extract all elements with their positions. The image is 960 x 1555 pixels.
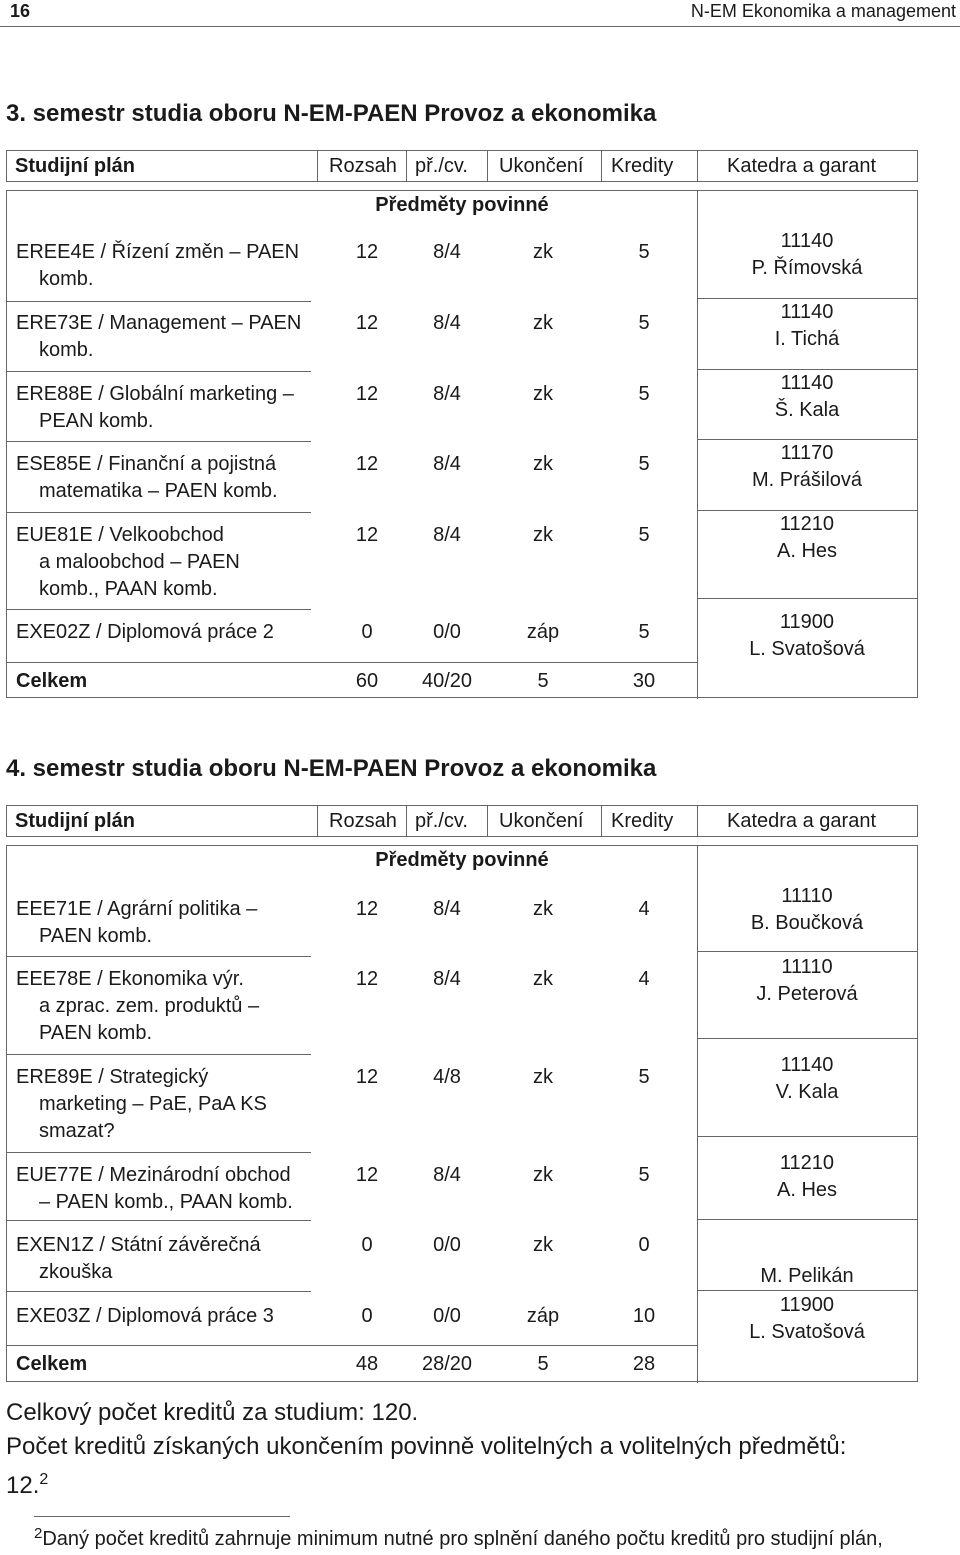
department-code: 11140 bbox=[780, 1054, 834, 1076]
cell-ukonceni: záp bbox=[526, 1305, 560, 1327]
cell-kredity: 5 bbox=[638, 383, 650, 405]
guarantor: B. Boučková bbox=[750, 912, 864, 934]
guarantor: L. Svatošová bbox=[749, 1321, 865, 1343]
cell-ukonceni: zk bbox=[533, 312, 553, 334]
total-ukonceni: 5 bbox=[537, 1353, 549, 1375]
total-credits-note: Celkový počet kreditů za studium: 120. bbox=[6, 1399, 419, 1426]
row-divider bbox=[7, 371, 311, 372]
department-code: 11170 bbox=[780, 442, 834, 464]
column-divider bbox=[487, 151, 488, 181]
cell-prcv: 8/4 bbox=[433, 1164, 461, 1186]
course-name: EEE78E / Ekonomika výr. bbox=[16, 968, 244, 990]
cell-rozsah: 12 bbox=[355, 898, 379, 920]
cell-prcv: 0/0 bbox=[433, 1305, 461, 1327]
cell-rozsah: 12 bbox=[355, 1066, 379, 1088]
cell-prcv: 4/8 bbox=[433, 1066, 461, 1088]
course-name: ERE89E / Strategický bbox=[16, 1066, 209, 1088]
total-rozsah: 60 bbox=[355, 670, 379, 692]
total-label: Celkem bbox=[16, 1353, 88, 1375]
guarantor: L. Svatošová bbox=[749, 638, 865, 660]
sem4-table bbox=[6, 845, 918, 1382]
guarantor: J. Peterová bbox=[756, 983, 858, 1005]
column-ukonceni: Ukončení bbox=[499, 810, 584, 832]
total-label: Celkem bbox=[16, 670, 88, 692]
cell-ukonceni: zk bbox=[533, 524, 553, 546]
cell-kredity: 0 bbox=[638, 1234, 650, 1256]
cell-rozsah: 12 bbox=[355, 1164, 379, 1186]
row-divider bbox=[697, 1038, 917, 1039]
cell-kredity: 5 bbox=[638, 621, 650, 643]
cell-rozsah: 12 bbox=[355, 453, 379, 475]
cell-ukonceni: zk bbox=[533, 898, 553, 920]
column-kredity: Kredity bbox=[611, 810, 674, 832]
row-divider bbox=[7, 609, 311, 610]
cell-prcv: 8/4 bbox=[433, 524, 461, 546]
column-divider bbox=[697, 151, 698, 181]
page-header bbox=[0, 0, 960, 27]
total-kredity: 30 bbox=[632, 670, 656, 692]
cell-prcv: 8/4 bbox=[433, 898, 461, 920]
total-rozsah: 48 bbox=[355, 1353, 379, 1375]
total-divider bbox=[7, 662, 697, 663]
column-katedra: Katedra a garant bbox=[727, 810, 876, 832]
course-name: EUE81E / Velkoobchod bbox=[16, 524, 224, 546]
department-code: 11140 bbox=[780, 230, 834, 252]
cell-rozsah: 12 bbox=[355, 383, 379, 405]
cell-kredity: 5 bbox=[638, 524, 650, 546]
cell-ukonceni: zk bbox=[533, 1164, 553, 1186]
column-divider bbox=[487, 806, 488, 836]
row-divider bbox=[7, 512, 311, 513]
course-name: komb., PAAN komb. bbox=[39, 578, 218, 600]
row-divider bbox=[7, 1152, 311, 1153]
guarantor: I. Tichá bbox=[774, 328, 840, 350]
course-name: marketing – PaE, PaA KS bbox=[39, 1093, 267, 1115]
footnote: $^2$Daný počet kreditů zahrnuje minimum nutné pro splnění daného počtu kreditů pro studijní plán, bbox=[34, 1525, 883, 1550]
department-code: 11110 bbox=[781, 956, 833, 978]
footnote-ref: 2 bbox=[39, 1471, 49, 1488]
course-name: a zprac. zem. produktů – bbox=[39, 995, 260, 1017]
course-name: a maloobchod – PAEN bbox=[39, 551, 240, 573]
cell-kredity: 5 bbox=[638, 1164, 650, 1186]
cell-kredity: 5 bbox=[638, 312, 650, 334]
elective-credits-value: 12.$^2$ bbox=[6, 1471, 49, 1499]
row-divider bbox=[697, 1290, 917, 1291]
course-name: EREE4E / Řízení změn – PAEN bbox=[16, 241, 300, 263]
row-divider bbox=[7, 1291, 311, 1292]
row-divider bbox=[697, 951, 917, 952]
cell-prcv: 8/4 bbox=[433, 453, 461, 475]
column-divider bbox=[601, 806, 602, 836]
row-divider bbox=[697, 1219, 917, 1220]
cell-prcv: 0/0 bbox=[433, 1234, 461, 1256]
course-name: EEE71E / Agrární politika – bbox=[16, 898, 258, 920]
cell-kredity: 5 bbox=[638, 453, 650, 475]
cell-ukonceni: zk bbox=[533, 968, 553, 990]
row-divider bbox=[7, 301, 311, 302]
column-plan: Studijní plán bbox=[15, 155, 135, 177]
cell-ukonceni: zk bbox=[533, 1066, 553, 1088]
department-code: 11140 bbox=[780, 301, 834, 323]
course-name: PAEN komb. bbox=[39, 925, 152, 947]
cell-prcv: 8/4 bbox=[433, 968, 461, 990]
row-divider bbox=[7, 441, 311, 442]
cell-rozsah: 0 bbox=[361, 1234, 373, 1256]
row-divider bbox=[697, 598, 917, 599]
cell-rozsah: 12 bbox=[355, 524, 379, 546]
row-divider bbox=[697, 1136, 917, 1137]
row-divider bbox=[7, 956, 311, 957]
course-name: matematika – PAEN komb. bbox=[39, 480, 278, 502]
column-divider bbox=[406, 151, 407, 181]
semester-4-title: 4. semestr studia oboru N-EM-PAEN Provoz a ekonomika bbox=[6, 755, 657, 782]
guarantor: M. Pelikán bbox=[760, 1265, 854, 1287]
page-number: 16 bbox=[10, 1, 31, 21]
cell-kredity: 5 bbox=[638, 1066, 650, 1088]
column-rozsah: Rozsah bbox=[329, 155, 397, 177]
department-code: 11210 bbox=[779, 513, 835, 535]
running-title: N-EM Ekonomika a management bbox=[690, 1, 956, 21]
course-name: komb. bbox=[39, 268, 94, 290]
course-name: EXE02Z / Diplomová práce 2 bbox=[16, 621, 274, 643]
column-prcv: př./cv. bbox=[415, 810, 468, 832]
column-prcv: př./cv. bbox=[415, 155, 468, 177]
row-divider bbox=[7, 1220, 311, 1221]
cell-kredity: 5 bbox=[638, 241, 650, 263]
total-prcv: 28/20 bbox=[421, 1353, 473, 1375]
cell-prcv: 8/4 bbox=[433, 312, 461, 334]
total-kredity: 28 bbox=[632, 1353, 656, 1375]
column-divider bbox=[317, 806, 318, 836]
cell-prcv: 8/4 bbox=[433, 241, 461, 263]
guarantor: A. Hes bbox=[776, 540, 838, 562]
course-name: ESE85E / Finanční a pojistná bbox=[16, 453, 277, 475]
cell-ukonceni: zk bbox=[533, 453, 553, 475]
department-code: 11900 bbox=[779, 1294, 835, 1316]
column-divider bbox=[406, 806, 407, 836]
sem4-column-header bbox=[6, 805, 918, 837]
total-prcv: 40/20 bbox=[421, 670, 473, 692]
cell-prcv: 8/4 bbox=[433, 383, 461, 405]
sem3-column-header bbox=[6, 150, 918, 182]
course-name: ERE73E / Management – PAEN bbox=[16, 312, 302, 334]
cell-rozsah: 0 bbox=[361, 1305, 373, 1327]
course-name: zkouška bbox=[39, 1261, 113, 1283]
cell-kredity: 10 bbox=[632, 1305, 656, 1327]
course-name: PEAN komb. bbox=[39, 410, 154, 432]
cell-rozsah: 0 bbox=[361, 621, 373, 643]
cell-kredity: 4 bbox=[638, 898, 650, 920]
cell-ukonceni: zk bbox=[533, 241, 553, 263]
section-title: Předměty povinné bbox=[375, 849, 549, 871]
cell-ukonceni: zk bbox=[533, 1234, 553, 1256]
column-rozsah: Rozsah bbox=[329, 810, 397, 832]
cell-prcv: 0/0 bbox=[433, 621, 461, 643]
course-name: EUE77E / Mezinárodní obchod bbox=[16, 1164, 291, 1186]
department-code: 11900 bbox=[779, 611, 835, 633]
cell-ukonceni: zk bbox=[533, 383, 553, 405]
column-katedra: Katedra a garant bbox=[727, 155, 876, 177]
column-plan: Studijní plán bbox=[15, 810, 135, 832]
guarantor: A. Hes bbox=[776, 1179, 838, 1201]
total-divider bbox=[7, 1345, 697, 1346]
course-name: EXEN1Z / Státní závěrečná bbox=[16, 1234, 261, 1256]
cell-ukonceni: záp bbox=[526, 621, 560, 643]
section-title: Předměty povinné bbox=[375, 194, 549, 216]
course-name: ERE88E / Globální marketing – bbox=[16, 383, 294, 405]
column-ukonceni: Ukončení bbox=[499, 155, 584, 177]
cell-kredity: 4 bbox=[638, 968, 650, 990]
row-divider bbox=[7, 1054, 311, 1055]
course-name: komb. bbox=[39, 339, 94, 361]
column-divider bbox=[601, 151, 602, 181]
cell-rozsah: 12 bbox=[355, 241, 379, 263]
course-name: – PAEN komb., PAAN komb. bbox=[39, 1191, 293, 1213]
cell-rozsah: 12 bbox=[355, 968, 379, 990]
course-name: smazat? bbox=[39, 1120, 115, 1142]
column-divider bbox=[697, 806, 698, 836]
column-kredity: Kredity bbox=[611, 155, 674, 177]
column-divider bbox=[317, 151, 318, 181]
cell-rozsah: 12 bbox=[355, 312, 379, 334]
semester-3-title: 3. semestr studia oboru N-EM-PAEN Provoz a ekonomika bbox=[6, 100, 657, 127]
footnote-divider bbox=[34, 1516, 290, 1517]
guarantor: P. Římovská bbox=[751, 257, 863, 279]
course-name: PAEN komb. bbox=[39, 1022, 152, 1044]
guarantor: M. Prášilová bbox=[751, 469, 863, 491]
guarantor: V. Kala bbox=[775, 1081, 839, 1103]
guarantor: Š. Kala bbox=[774, 399, 840, 421]
department-code: 11110 bbox=[781, 885, 833, 907]
total-ukonceni: 5 bbox=[537, 670, 549, 692]
course-name: EXE03Z / Diplomová práce 3 bbox=[16, 1305, 274, 1327]
sem3-table bbox=[6, 190, 918, 698]
elective-credits-note: Počet kreditů získaných ukončením povinně volitelných a volitelných předmětů: bbox=[6, 1433, 847, 1460]
department-code: 11210 bbox=[779, 1152, 835, 1174]
department-code: 11140 bbox=[780, 372, 834, 394]
